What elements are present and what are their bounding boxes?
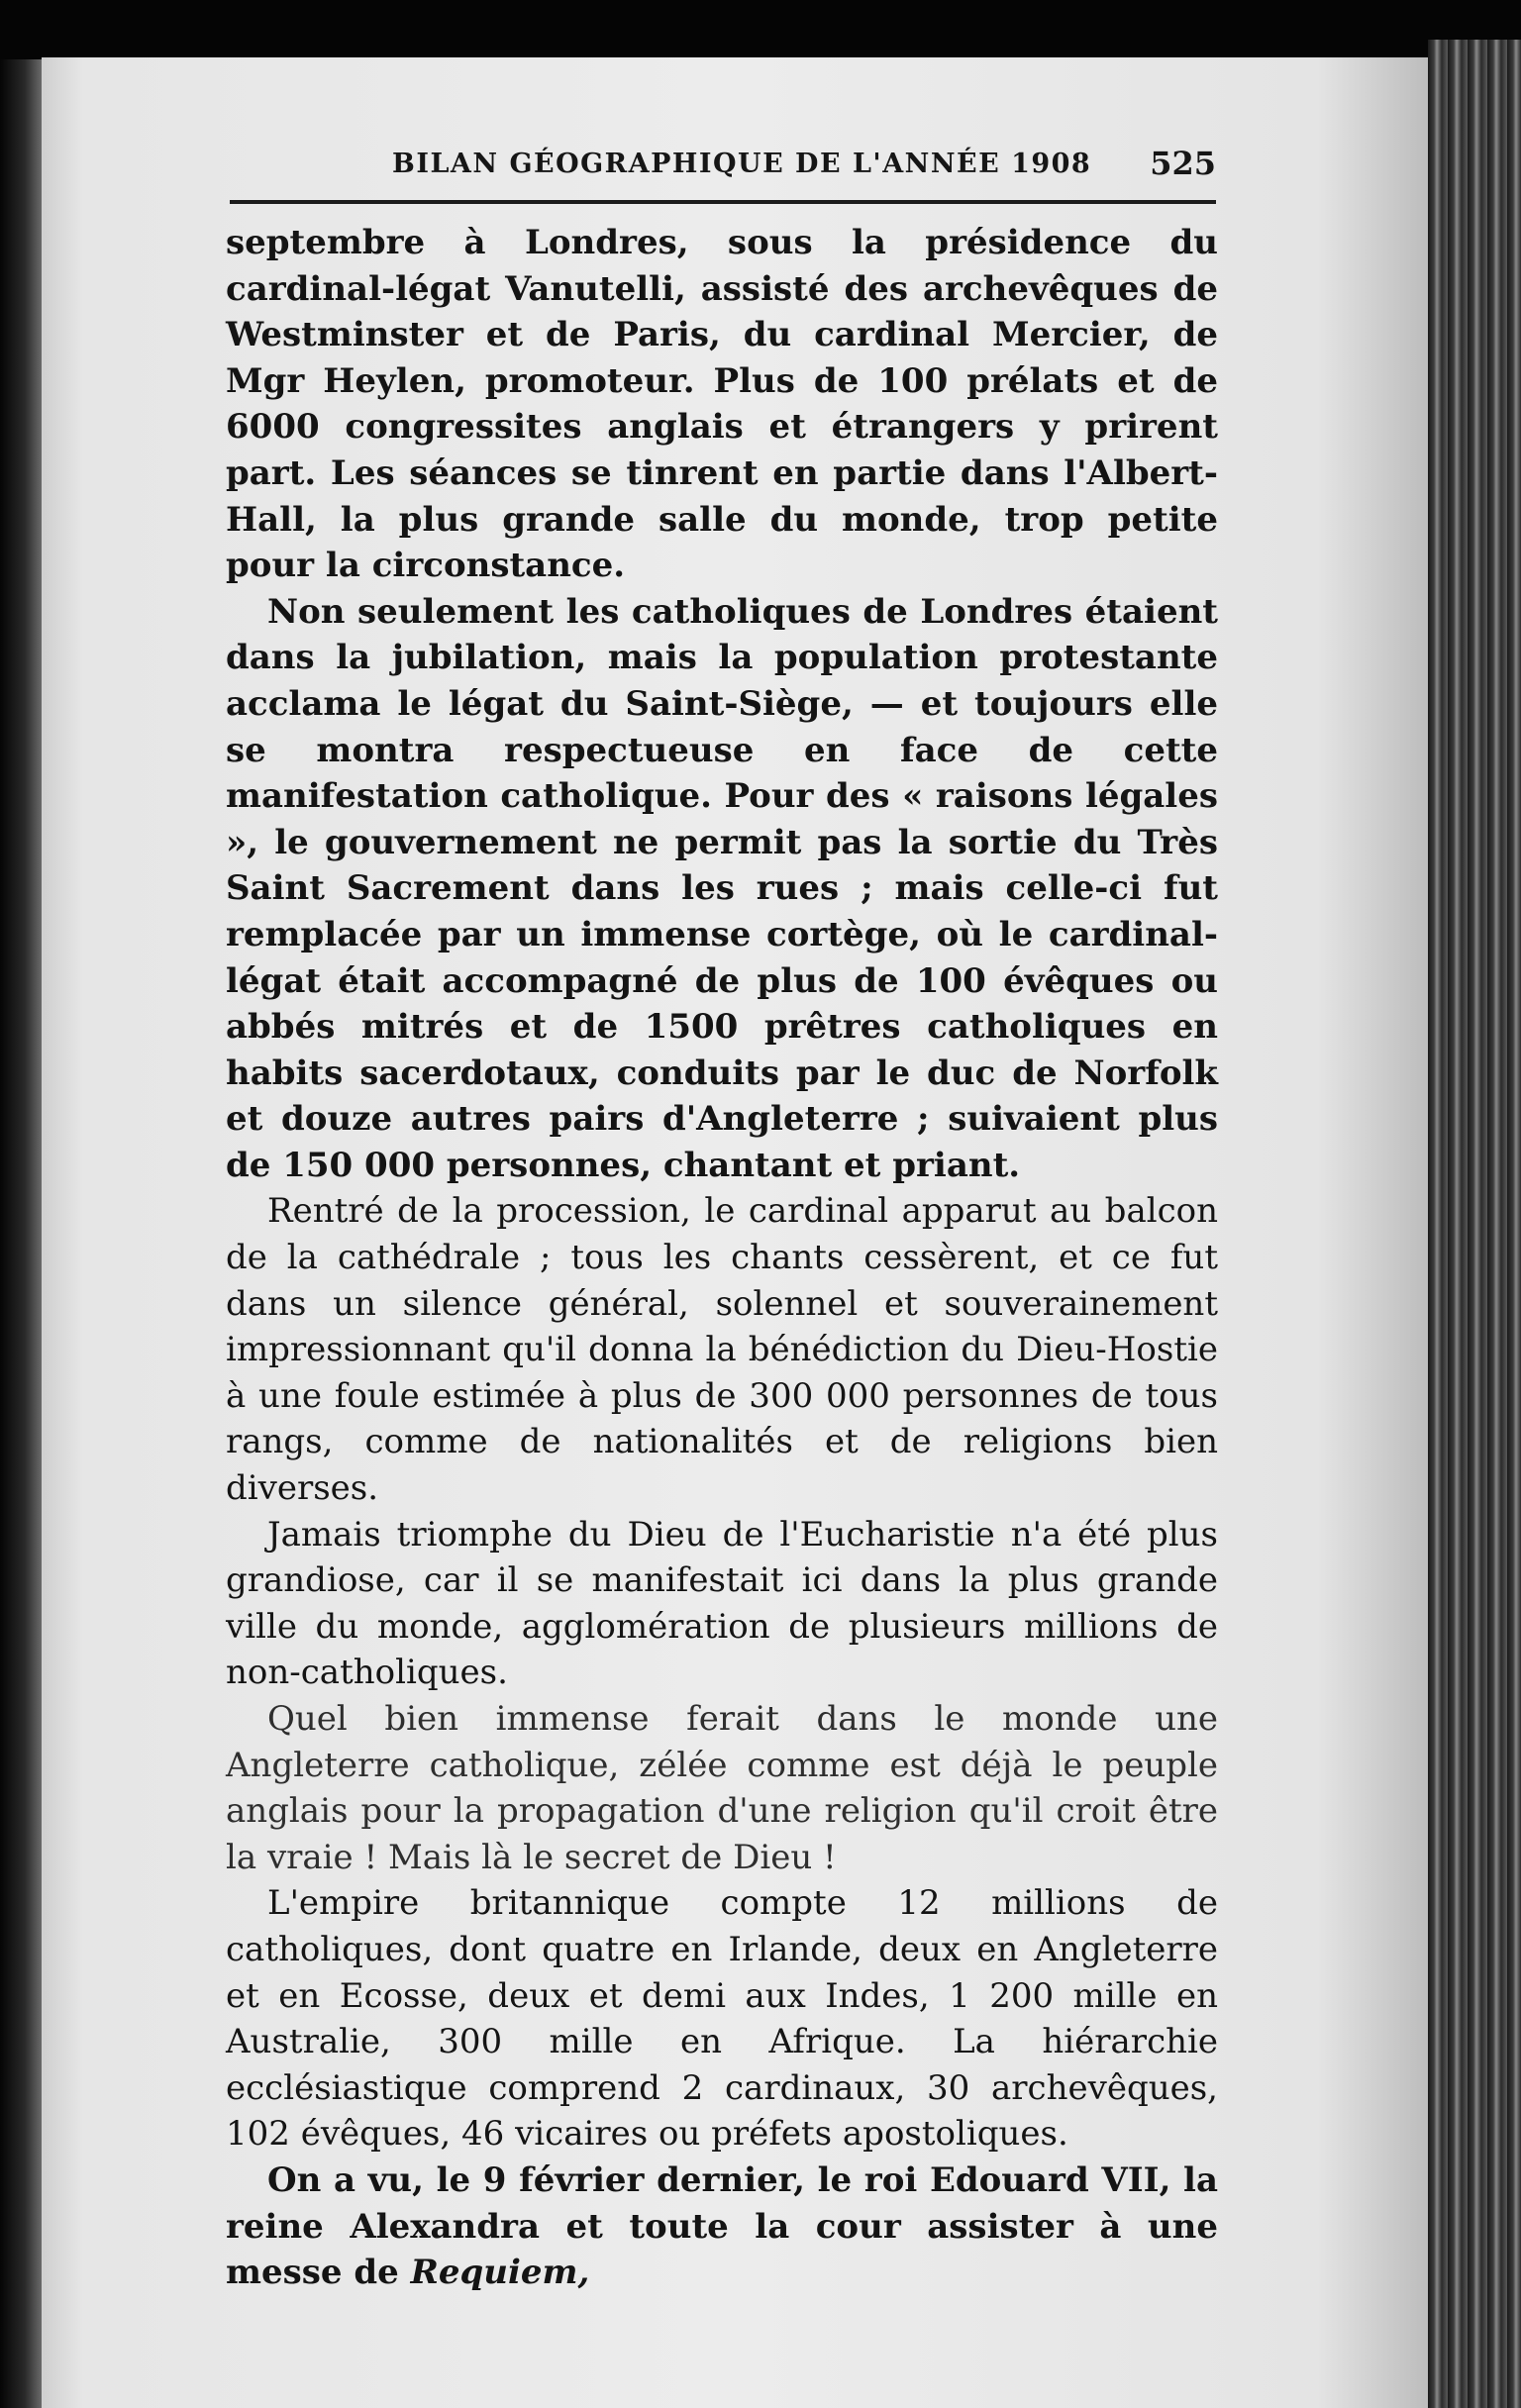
paragraph-1: septembre à Londres, sous la présidence du cardinal-légat Vanutelli, assisté des archevêques de Westminster et de Paris, du cardinal Mercier, de Mgr Heylen, promoteur. Plus de 100 prélats et de 6000 congressites anglais et étrangers y prirent part. Les séances se tinrent en partie dans l'Albert-Hall, la plus grande salle du monde, trop petite pour la circonstance. — [226, 223, 1218, 586]
book-page-edges-right — [1428, 40, 1521, 2408]
paragraph-6: L'empire britannique compte 12 millions de catholiques, dont quatre en Irlande, deux en Angleterre et en Ecosse, deux et demi aux Indes, 1 200 mille en Australie, 300 mille en Afrique. La hiérarchie ecclésiastique comprend 2 cardinaux, 30 archevêques, 102 évêques, 46 vicaires ou préfets apostoliques. — [226, 1883, 1218, 2155]
paragraph-2: Non seulement les catholiques de Londres étaient dans la jubilation, mais la population protestante acclama le légat du Saint-Siège, — et toujours elle se montra respectueuse en face de cette manifestation catholique. Pour des « raisons légales », le gouvernement ne permit pas la sortie du Très Saint Sacrement dans les rues ; mais celle-ci fut remplacée par un immense cortège, où le cardinal-légat était accompagné de plus de 100 évêques ou abbés mitrés et de 1500 prêtres catholiques en habits sacerdotaux, conduits par le duc de Norfolk et douze autres pairs d'Angleterre ; suivaient plus de 150 000 personnes, chantant et priant. — [226, 591, 1218, 1185]
paragraph-7-text: On a vu, le 9 février dernier, le roi Edouard VII, la reine Alexandra et toute la cour assister à une messe de — [226, 2159, 1218, 2293]
page-header — [234, 145, 1216, 196]
page-number: 525 — [1150, 145, 1216, 182]
header-rule — [230, 200, 1216, 204]
book-gutter-left — [0, 59, 42, 2408]
paragraph-7-italic: Requiem, — [410, 2253, 590, 2293]
body-text — [226, 220, 1218, 2296]
paragraph-4: Jamais triomphe du Dieu de l'Eucharistie n'a été plus grandiose, car il se manifestait ici dans la plus grande ville du monde, agglomération de plusieurs millions de non-catholiques. — [226, 1514, 1218, 1693]
scan-top-border — [0, 0, 1521, 59]
paragraph-7 — [226, 2157, 1218, 2296]
running-title: BILAN GÉOGRAPHIQUE DE L'ANNÉE 1908 — [392, 149, 1092, 179]
paragraph-3: Rentré de la procession, le cardinal apparut au balcon de la cathédrale ; tous les chants cessèrent, et ce fut dans un silence général, solennel et souverainement impressionnant qu'il donna la bénédiction du Dieu-Hostie à une foule estimée à plus de 300 000 personnes de tous rangs, comme de nationalités et de religions bien diverses. — [226, 1191, 1218, 1509]
paragraph-5: Quel bien immense ferait dans le monde une Angleterre catholique, zélée comme est déjà le peuple anglais pour la propagation d'une religion qu'il croit être la vraie ! Mais là le secret de Dieu ! — [226, 1699, 1218, 1877]
